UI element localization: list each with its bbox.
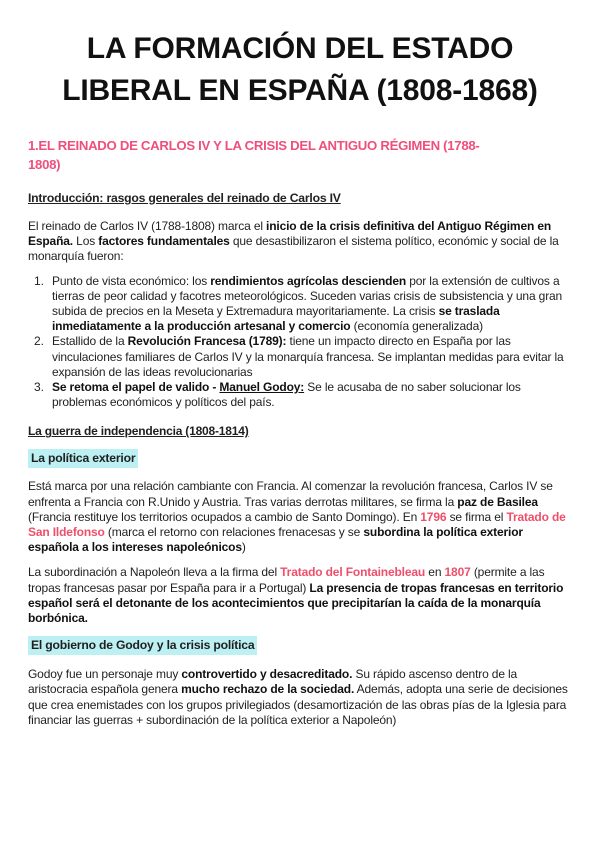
red-treaty-fontainebleau: Tratado del Fontainebleau	[280, 565, 426, 580]
intro-text: Los	[72, 234, 99, 249]
paragraph-text: Además, adopta una serie de decisiones que crea enemistades con los grupos privilegiados (desamortización de las obras pías de la Iglesia para financiar las guerras + subordinación de la política exterior a Napoleón)	[28, 682, 568, 727]
paragraph-text: (marca el retorno con relaciones frenacesas y se	[104, 525, 364, 540]
list-bold: rendimientos agrícolas descienden	[210, 273, 407, 288]
list-bold: se traslada inmediatamente a la producción artesanal y comercio	[52, 304, 500, 334]
foreign-paragraph-1	[28, 479, 572, 555]
list-item	[28, 274, 572, 335]
list-text: Se le acusaba de no saber solucionar los problemas económicos y políticos del país.	[52, 380, 521, 410]
paragraph-text: Su rápido ascenso dentro de la aristocracia española genera	[28, 667, 518, 697]
bold-rechazo: mucho rechazo de la sociedad.	[181, 682, 355, 697]
paragraph-text: Está marca por una relación cambiante con Francia. Al comenzar la revolución francesa, Carlos IV se enfrenta a Francia con R.Unido y Austria. Tras varias derrotas militares, se firma la	[28, 479, 553, 509]
godoy-heading: El gobierno de Godoy y la crisis política	[28, 636, 257, 655]
paragraph-text: en	[425, 565, 445, 580]
section-heading-line-2: 1808)	[28, 157, 61, 172]
intro-text: El reinado de Carlos IV (1788-1808) marca el	[28, 219, 267, 233]
foreign-paragraph-2	[28, 565, 572, 626]
intro-heading: Introducción: rasgos generales del reinado de Carlos IV	[28, 191, 341, 205]
red-year-1796: 1796	[420, 509, 447, 524]
list-bold: Se retoma el papel de valido -	[52, 380, 220, 395]
bold-basilea: paz de Basilea	[457, 494, 538, 509]
paragraph-text: (permite a las tropas francesas pasar por España para ir a Portugal)	[28, 565, 545, 595]
list-bold-underlined: Manuel Godoy:	[219, 380, 305, 395]
document-page	[28, 28, 572, 728]
paragraph-text: Godoy fue un personaje muy	[28, 667, 182, 682]
title-line-2: LIBERAL EN ESPAÑA (1808-1868)	[62, 74, 538, 107]
list-item	[28, 380, 572, 410]
intro-bold-factors: factores fundamentales	[98, 234, 230, 249]
list-text: Estallido de la	[52, 334, 128, 349]
paragraph-text: (Francia restituye los territorios ocupados a cambio de Santo Domingo). En	[28, 509, 421, 524]
bold-controvertido: controvertido y desacreditado.	[181, 667, 353, 682]
section-heading	[28, 136, 572, 174]
paragraph-text: La subordinación a Napoleón lleva a la firma del	[28, 565, 281, 580]
document-title	[30, 28, 570, 112]
war-heading: La guerra de independencia (1808-1814)	[28, 424, 249, 439]
list-number: 3.	[34, 380, 45, 395]
list-text: por la extensión de cultivos a tierras de peor calidad y facotres meteorológicos. Suceden varias crisis de subsistencia y una gran subida de precios en la Meseta y Extremadura mayoritariamente. La crisis	[52, 273, 563, 319]
intro-paragraph	[28, 219, 572, 265]
list-number: 1.	[34, 273, 45, 288]
red-treaty-ildefonso: Tratado de San Ildefonso	[28, 509, 566, 540]
title-line-1: LA FORMACIÓN DEL ESTADO	[86, 32, 514, 65]
intro-bold-crisis: inicio de la crisis definitiva del Antiguo Régimen en España.	[28, 219, 552, 249]
intro-text: que desastibilizaron el sistema político, económic y social de la monarquía fueron:	[28, 234, 559, 264]
foreign-policy-heading: La política exterior	[28, 449, 138, 468]
section-heading-line-1: 1.EL REINADO DE CARLOS IV Y LA CRISIS DEL ANTIGUO RÉGIMEN (1788-	[28, 138, 480, 153]
godoy-paragraph	[28, 667, 572, 728]
factors-list	[28, 274, 572, 411]
red-year-1807: 1807	[444, 565, 471, 580]
paragraph-text: )	[241, 540, 246, 555]
list-number: 2.	[34, 334, 45, 349]
list-text: tiene un impacto directo en España por las vinculaciones familiares de Carlos IV y la monarquía francesa. Se implantan medidas para evitar la expansión de las ideas revolucionarias	[52, 334, 564, 379]
paragraph-text: se firma el	[446, 509, 507, 524]
bold-presencia: La presencia de tropas francesas en territorio español será el detonante de los acontecimientos que precipitarían la caída de la monarquía borbónica.	[28, 580, 564, 626]
list-item	[28, 334, 572, 380]
list-bold: Revolución Francesa (1789):	[127, 334, 287, 349]
list-text: (economía generalizada)	[350, 319, 483, 334]
list-text: Punto de vista económico: los	[52, 273, 211, 288]
bold-subordina: subordina la política exterior española a los intereses napoleónicos	[28, 525, 523, 555]
